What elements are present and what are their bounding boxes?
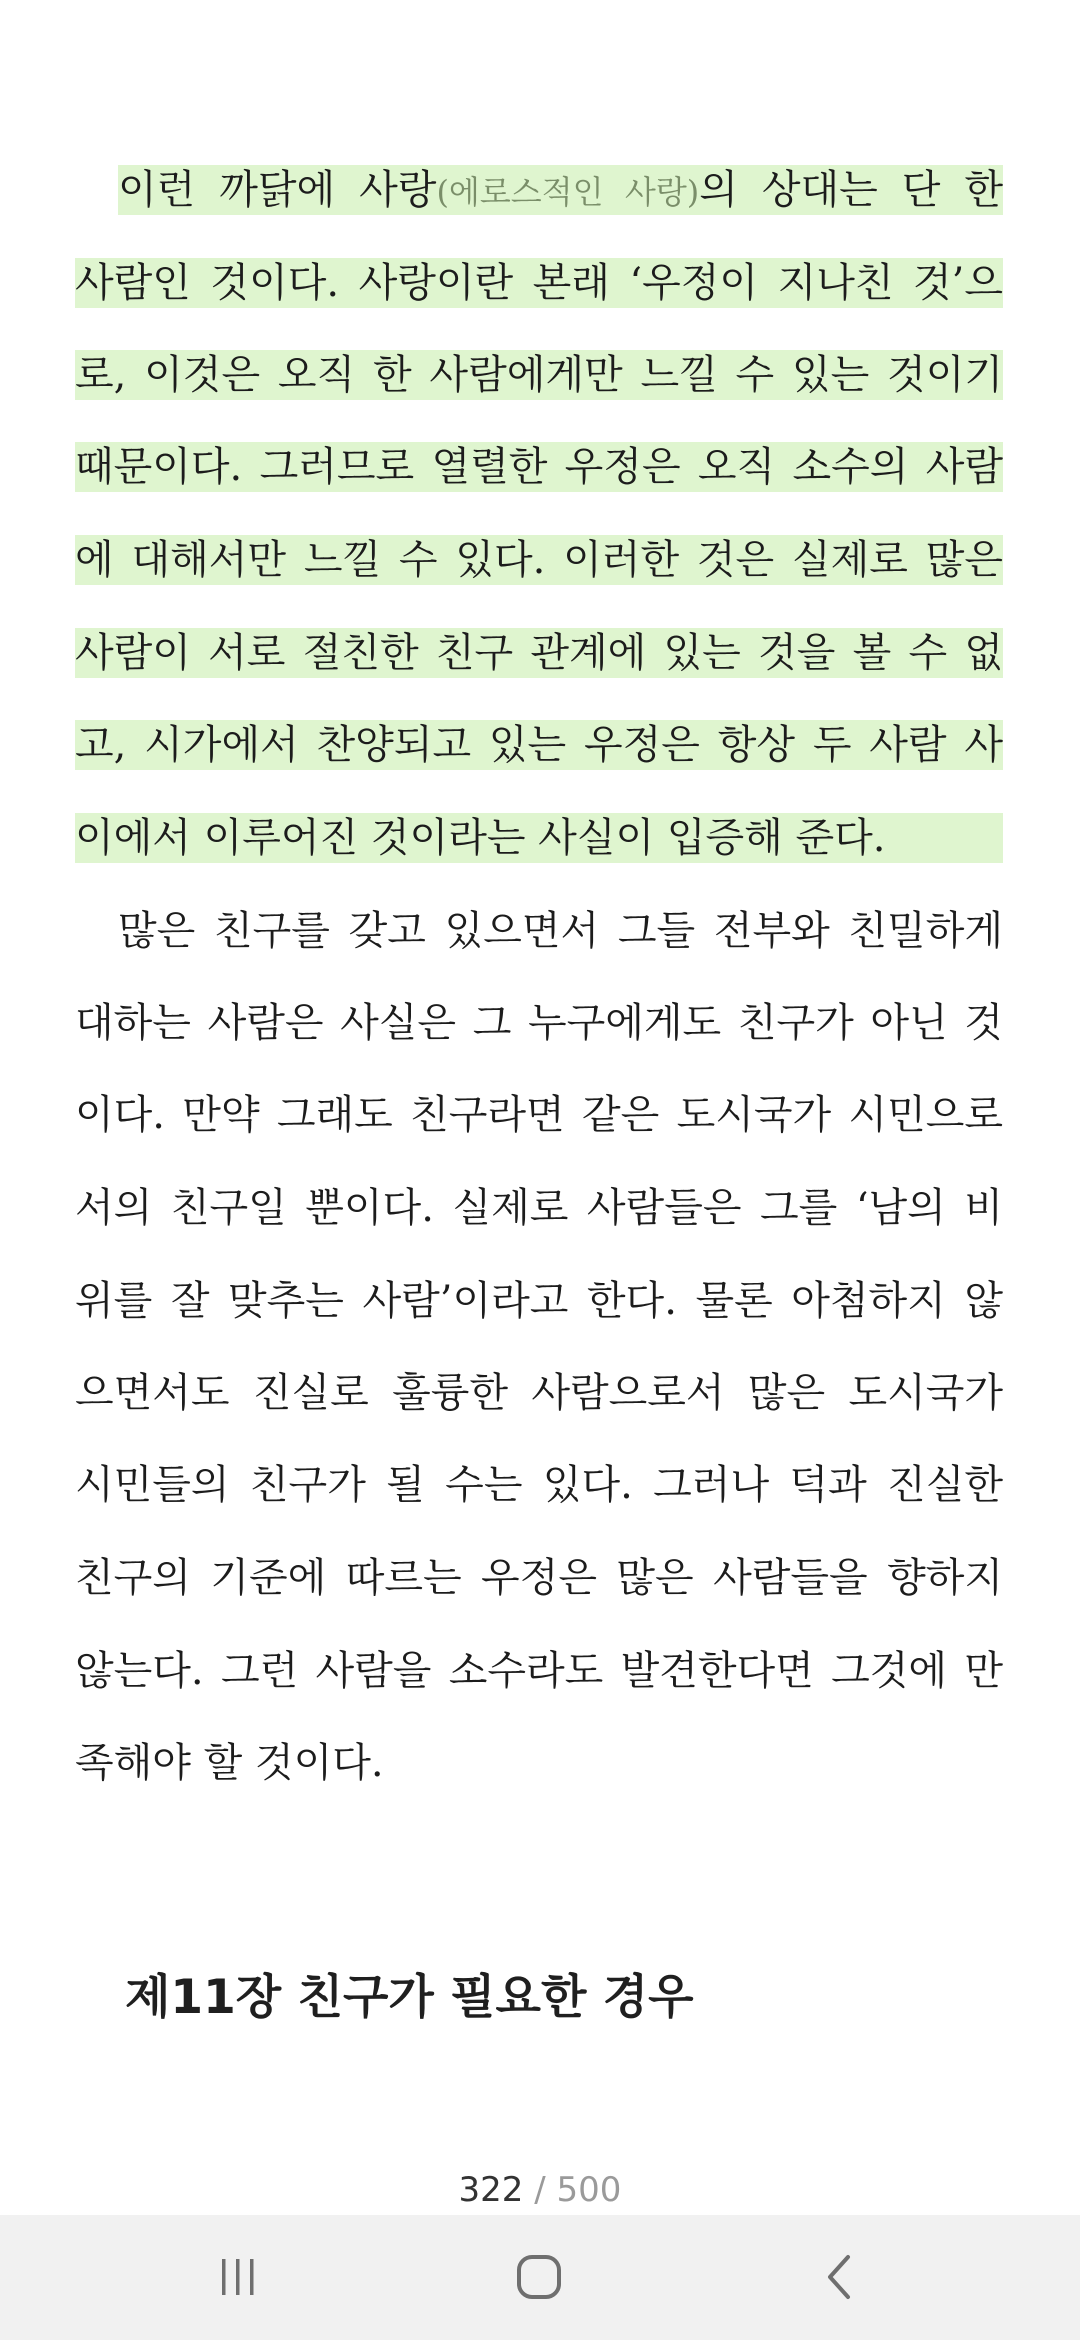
highlighted-text-line[interactable] <box>118 165 1003 215</box>
highlighted-text-line[interactable]: 때문이다. 그러므로 열렬한 우정은 오직 소수의 사람 <box>75 444 1003 490</box>
text-line: 서의 친구일 뿐이다. 실제로 사람들은 그를 ‘남의 비 <box>75 1185 1003 1231</box>
back-icon <box>820 2253 860 2301</box>
text-line: 많은 친구를 갖고 있으면서 그들 전부와 친밀하게 <box>118 908 1003 954</box>
highlighted-text-line[interactable]: 사람이 서로 절친한 친구 관계에 있는 것을 볼 수 없 <box>75 630 1003 676</box>
total-pages: 500 <box>556 2170 622 2210</box>
text-line: 위를 잘 맞추는 사람’이라고 한다. 물론 아첨하지 않 <box>75 1278 1003 1324</box>
recents-icon <box>216 2255 260 2299</box>
current-page: 322 <box>458 2170 524 2210</box>
highlighted-text-line[interactable]: 에 대해서만 느낄 수 있다. 이러한 것은 실제로 많은 <box>75 537 1003 583</box>
back-button[interactable] <box>780 2237 900 2317</box>
highlighted-text-line[interactable]: 고, 시가에서 찬양되고 있는 우정은 항상 두 사람 사 <box>75 722 1003 768</box>
text-segment: 이런 까닭에 사랑 <box>118 167 437 213</box>
text-line: 시민들의 친구가 될 수는 있다. 그러나 덕과 진실한 <box>75 1462 1003 1508</box>
highlighted-text-line[interactable]: 로, 이것은 오직 한 사람에게만 느낄 수 있는 것이기 <box>75 352 1003 398</box>
chapter-title: 제11장 친구가 필요한 경우 <box>125 1970 694 2025</box>
highlighted-text-line[interactable]: 사람인 것이다. 사랑이란 본래 ‘우정이 지나친 것’으 <box>75 260 1003 306</box>
page-separator: / <box>523 2170 557 2210</box>
text-line: 족해야 할 것이다. <box>75 1740 384 1786</box>
home-icon <box>515 2253 563 2301</box>
text-line: 않는다. 그런 사람을 소수라도 발견한다면 그것에 만 <box>75 1648 1003 1694</box>
recents-button[interactable] <box>178 2237 298 2317</box>
text-line: 으면서도 진실로 훌륭한 사람으로서 많은 도시국가 <box>75 1370 1003 1416</box>
text-line: 이다. 만약 그래도 친구라면 같은 도시국가 시민으로 <box>75 1092 1003 1138</box>
system-navigation-bar <box>0 2215 1080 2340</box>
aside-note: (에로스적인 사랑) <box>436 173 700 211</box>
text-line: 대하는 사람은 사실은 그 누구에게도 친구가 아닌 것 <box>75 1000 1003 1046</box>
highlighted-text-line[interactable]: 이에서 이루어진 것이라는 사실이 입증해 준다. <box>75 813 1003 863</box>
page-indicator <box>0 2168 1080 2212</box>
text-line: 친구의 기준에 따르는 우정은 많은 사람들을 향하지 <box>75 1555 1003 1601</box>
home-button[interactable] <box>479 2237 599 2317</box>
text-segment: 의 상대는 단 한 <box>699 167 1003 213</box>
